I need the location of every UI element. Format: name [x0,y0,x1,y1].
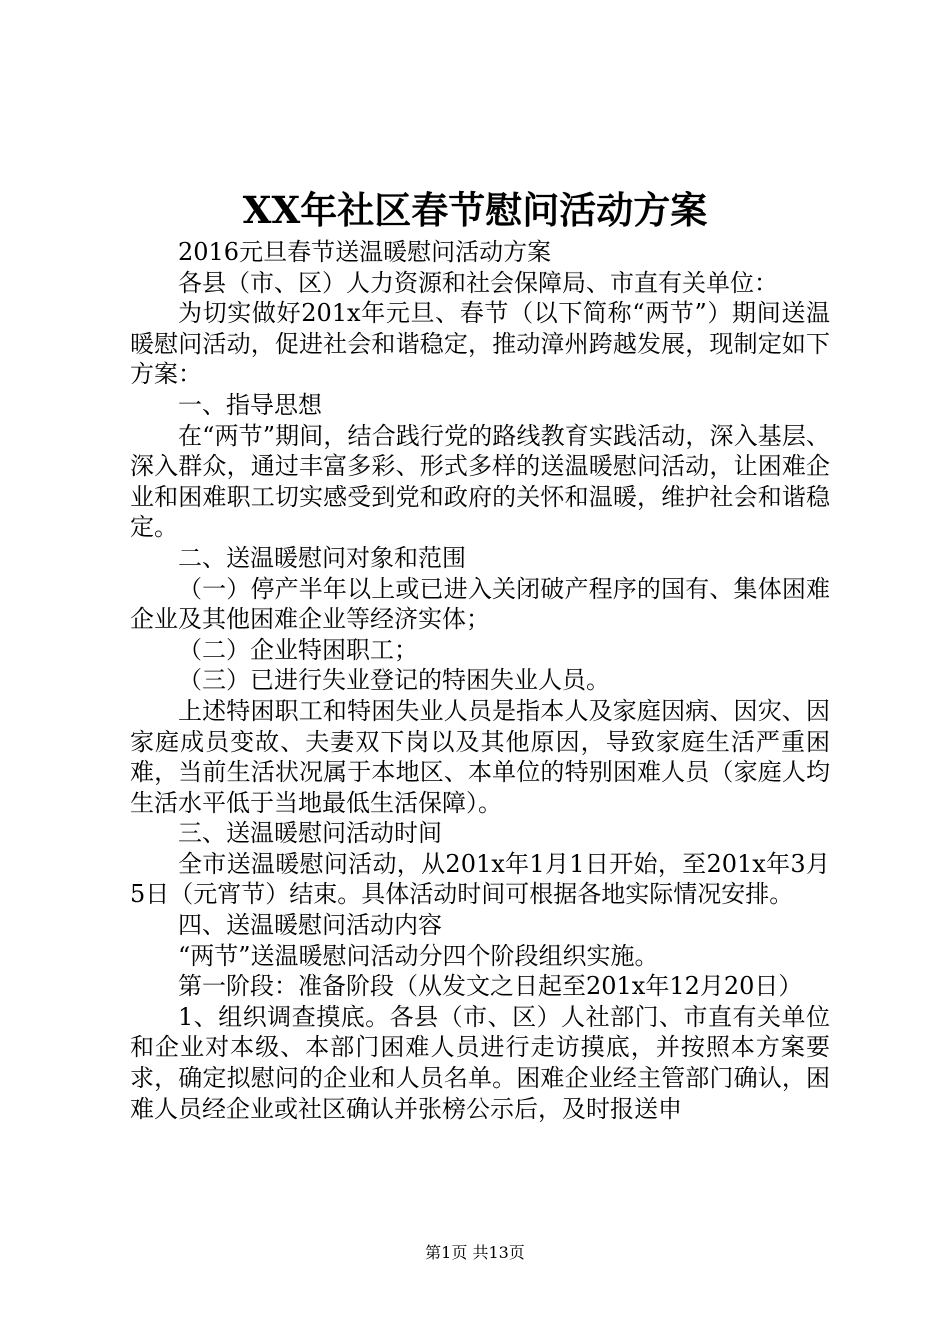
body-paragraph: 各县（市、区）人力资源和社会保障局、市直有关单位： [178,268,778,297]
body-paragraph: 上述特困职工和特困失业人员是指本人及家庭因病、因灾、因家庭成员变故、夫妻双下岗以及其他原因，导致家庭生活严重困难，当前生活状况属于本地区、本单位的特别困难人员（家庭人均生活水平低于当地最低生活保障）。 [130,696,830,817]
section-heading: 二、送温暖慰问对象和范围 [178,543,466,572]
section-heading: 三、送温暖慰问活动时间 [178,819,442,848]
body-paragraph: （二）企业特困职工； [178,635,418,664]
body-paragraph: “两节”送温暖慰问活动分四个阶段组织实施。 [178,941,659,970]
section-heading: 一、指导思想 [178,390,322,419]
body-paragraph: 第一阶段：准备阶段（从发文之日起至201x年12月20日） [178,972,803,1001]
body-paragraph: 在“两节”期间，结合践行党的路线教育实践活动，深入基层、深入群众，通过丰富多彩、形式多样的送温暖慰问活动，让困难企业和困难职工切实感受到党和政府的关怀和温暖，维护社会和谐稳定。 [130,421,830,542]
body-paragraph: 2016元旦春节送温暖慰问活动方案 [178,238,552,266]
page-footer: 第1页 共13页 [425,1243,525,1262]
body-paragraph: 为切实做好201x年元旦、春节（以下简称“两节”）期间送温暖慰问活动，促进社会和谐稳定，推动漳州跨越发展，现制定如下方案： [130,299,830,389]
body-paragraph: （一）停产半年以上或已进入关闭破产程序的国有、集体困难企业及其他困难企业等经济实体； [130,574,830,634]
body-paragraph: （三）已进行失业登记的特困失业人员。 [178,666,610,695]
section-heading: 四、送温暖慰问活动内容 [178,911,442,940]
body-paragraph: 1、组织调查摸底。各县（市、区）人社部门、市直有关单位和企业对本级、本部门困难人员进行走访摸底，并按照本方案要求，确定拟慰问的企业和人员名单。困难企业经主管部门确认，困难人员经企业或社区确认并张榜公示后，及时报送申 [130,1002,830,1123]
body-paragraph: 全市送温暖慰问活动，从201x年1月1日开始，至201x年3月5日（元宵节）结束。具体活动时间可根据各地实际情况安排。 [130,849,830,909]
document-title: XX年社区春节慰问活动方案 [242,188,708,232]
document-body [130,237,830,1124]
